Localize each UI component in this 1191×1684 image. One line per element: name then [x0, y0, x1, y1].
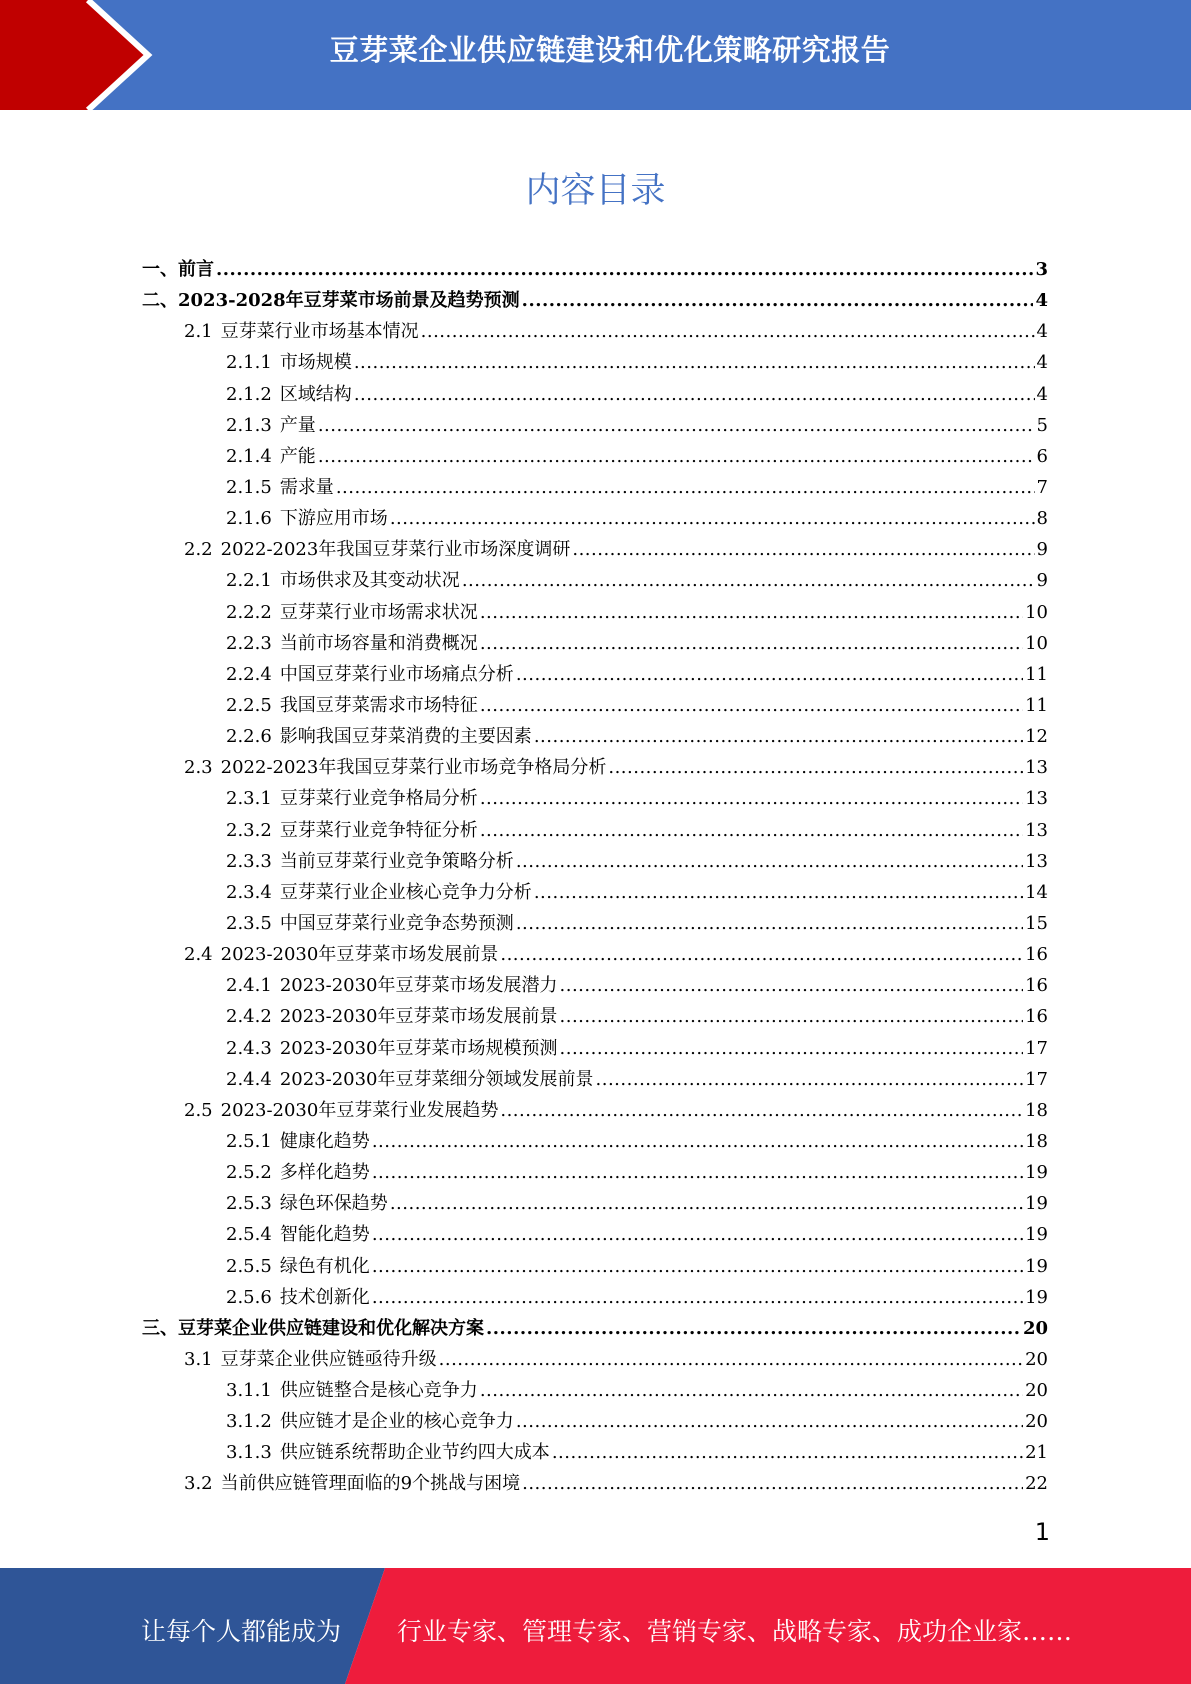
toc-dot-leader: [480, 815, 1023, 846]
toc-dot-leader: [516, 846, 1023, 877]
toc-entry-title: 三、豆芽菜企业供应链建设和优化解决方案: [142, 1317, 484, 1339]
toc-entry[interactable]: [142, 1033, 1048, 1064]
toc-entry[interactable]: [142, 1064, 1048, 1095]
toc-entry-title: 中国豆芽菜行业竞争态势预测: [279, 912, 514, 934]
toc-entry[interactable]: [142, 1313, 1048, 1344]
toc-dot-leader: [439, 1344, 1023, 1375]
toc-entry-page: 17: [1025, 1037, 1048, 1059]
toc-entry-page: 16: [1025, 975, 1048, 997]
toc-entry-title: 中国豆芽菜行业市场痛点分析: [279, 663, 514, 685]
toc-dot-leader: [462, 565, 1035, 596]
footer-slogan-right: 行业专家、管理专家、营销专家、战略专家、成功企业家……: [397, 1617, 1073, 1646]
toc-entry-title: 2023-2030年豆芽菜市场发展前景: [279, 1006, 558, 1028]
toc-entry-number: 2.3.2: [226, 819, 272, 841]
toc-entry-title: 市场规模: [279, 352, 352, 374]
toc-entry-title: 当前供应链管理面临的9个挑战与困境: [220, 1473, 521, 1495]
footer-slogan-left: 让每个人都能成为: [141, 1617, 342, 1646]
toc-entry-page: 20: [1025, 1380, 1048, 1402]
toc-entry[interactable]: [142, 1344, 1048, 1375]
toc-entry-page: 7: [1036, 476, 1048, 498]
toc-entry-title: 需求量: [279, 476, 334, 498]
toc-entry-page: 13: [1025, 819, 1048, 841]
toc-entry-page: 12: [1025, 726, 1048, 748]
toc-entry-page: 10: [1025, 601, 1048, 623]
page-number: 1: [1034, 1518, 1050, 1546]
toc-entry-number: 2.3: [184, 757, 213, 779]
toc-entry-title: 下游应用市场: [279, 508, 388, 530]
toc-dot-leader: [372, 1282, 1023, 1313]
toc-dot-leader: [372, 1126, 1023, 1157]
toc-entry[interactable]: [142, 316, 1048, 347]
toc-entry-title: 豆芽菜行业市场基本情况: [220, 321, 419, 343]
toc-dot-leader: [480, 597, 1023, 628]
toc-entry-page: 9: [1036, 570, 1048, 592]
toc-entry[interactable]: [142, 1126, 1048, 1157]
toc-entry[interactable]: [142, 1157, 1048, 1188]
toc-heading: 内容目录: [525, 171, 666, 211]
toc-entry-number: 2.4: [184, 944, 213, 966]
toc-entry[interactable]: [142, 783, 1048, 814]
toc-dot-leader: [596, 1064, 1024, 1095]
toc-entry[interactable]: [142, 410, 1048, 441]
toc-entry[interactable]: [142, 565, 1048, 596]
toc-entry-page: 21: [1025, 1442, 1048, 1464]
toc-entry-number: 3.1.2: [226, 1411, 272, 1433]
toc-entry-title: 产能: [279, 445, 316, 467]
toc-entry-title: 豆芽菜企业供应链亟待升级: [220, 1348, 437, 1370]
toc-entry[interactable]: [142, 472, 1048, 503]
toc-entry-page: 8: [1036, 508, 1048, 530]
toc-dot-leader: [522, 285, 1034, 316]
toc-dot-leader: [354, 379, 1035, 410]
toc-entry-number: 2.2.6: [226, 726, 272, 748]
toc-dot-leader: [516, 659, 1023, 690]
toc-entry-number: 2.1: [184, 321, 213, 343]
toc-entry-page: 4: [1035, 290, 1048, 312]
toc-entry-page: 4: [1036, 321, 1048, 343]
toc-entry-title: 豆芽菜行业竞争特征分析: [279, 819, 478, 841]
toc-entry[interactable]: [142, 534, 1048, 565]
toc-entry-title: 健康化趋势: [279, 1130, 370, 1152]
toc-dot-leader: [372, 1219, 1023, 1250]
header-chevron-graphic: [0, 0, 160, 110]
toc-entry-title: 我国豆芽菜需求市场特征: [279, 694, 478, 716]
toc-dot-leader: [372, 1251, 1023, 1282]
toc-entry-page: 11: [1025, 663, 1048, 685]
toc-dot-leader: [318, 410, 1035, 441]
toc-entry-number: 2.2.1: [226, 570, 272, 592]
toc-entry[interactable]: [142, 970, 1048, 1001]
toc-dot-leader: [336, 472, 1035, 503]
toc-entry-title: 供应链才是企业的核心竞争力: [279, 1411, 514, 1433]
toc-entry-title: 2023-2030年豆芽菜行业发展趋势: [220, 1099, 499, 1121]
toc-entry-page: 4: [1036, 383, 1048, 405]
toc-entry[interactable]: [142, 877, 1048, 908]
toc-entry-page: 11: [1025, 694, 1048, 716]
toc-entry-number: 2.2.5: [226, 694, 272, 716]
toc-entry-title: 一、前言: [142, 259, 214, 280]
toc-entry-title: 豆芽菜行业企业核心竞争力分析: [279, 881, 532, 903]
toc-entry[interactable]: [142, 1406, 1048, 1437]
toc-dot-leader: [560, 970, 1024, 1001]
toc-dot-leader: [354, 347, 1035, 378]
toc-entry-number: 2.5.3: [226, 1193, 272, 1215]
toc-entry-page: 6: [1036, 445, 1048, 467]
toc-entry-page: 19: [1025, 1286, 1048, 1308]
toc-entry-page: 19: [1025, 1255, 1048, 1277]
toc-entry-number: 2.5.1: [226, 1130, 272, 1152]
toc-entry-title: 区域结构: [279, 383, 352, 405]
toc-entry-number: 2.2.3: [226, 632, 272, 654]
toc-dot-leader: [560, 1033, 1024, 1064]
toc-entry-number: 2.1.6: [226, 508, 272, 530]
toc-entry-title: 多样化趋势: [279, 1162, 370, 1184]
toc-entry[interactable]: [142, 347, 1048, 378]
toc-entry[interactable]: [142, 690, 1048, 721]
toc-entry-number: 2.4.4: [226, 1068, 272, 1090]
toc-entry-number: 2.1.5: [226, 476, 272, 498]
toc-entry-page: 14: [1025, 881, 1048, 903]
toc-entry-page: 13: [1025, 788, 1048, 810]
toc-entry-number: 2.5.6: [226, 1286, 272, 1308]
toc-entry-number: 2.5.5: [226, 1255, 272, 1277]
toc-entry-number: 2.1.1: [226, 352, 272, 374]
toc-entry-title: 绿色环保趋势: [279, 1193, 388, 1215]
toc-entry[interactable]: [142, 379, 1048, 410]
toc-entry-page: 13: [1025, 757, 1048, 779]
toc-entry[interactable]: [142, 659, 1048, 690]
toc-entry-title: 2022-2023年我国豆芽菜行业市场深度调研: [220, 539, 571, 561]
toc-entry-number: 2.2.2: [226, 601, 272, 623]
toc-dot-leader: [390, 1188, 1023, 1219]
toc-entry-page: 20: [1022, 1317, 1048, 1339]
toc-entry-page: 19: [1025, 1162, 1048, 1184]
toc-entry-number: 2.4.1: [226, 975, 272, 997]
toc-entry-title: 2023-2030年豆芽菜市场发展潜力: [279, 975, 558, 997]
toc-dot-leader: [421, 316, 1035, 347]
toc-entry-number: 3.1.1: [226, 1380, 272, 1402]
toc-entry-page: 22: [1025, 1473, 1048, 1495]
toc-dot-leader: [480, 690, 1023, 721]
toc-entry[interactable]: [142, 721, 1048, 752]
toc-entry-page: 5: [1036, 414, 1048, 436]
toc-entry[interactable]: [142, 908, 1048, 939]
toc-entry-number: 2.3.4: [226, 881, 272, 903]
toc-entry[interactable]: [142, 503, 1048, 534]
toc-entry[interactable]: [142, 939, 1048, 970]
toc-dot-leader: [216, 254, 1033, 285]
toc-dot-leader: [608, 752, 1023, 783]
toc-entry-page: 16: [1025, 1006, 1048, 1028]
toc-entry-page: 18: [1025, 1099, 1048, 1121]
toc-entry-page: 16: [1025, 944, 1048, 966]
toc-dot-leader: [480, 1375, 1023, 1406]
toc-entry-number: 3.1.3: [226, 1442, 272, 1464]
toc-entry-title: 当前豆芽菜行业竞争策略分析: [279, 850, 514, 872]
toc-entry-title: 2022-2023年我国豆芽菜行业市场竞争格局分析: [220, 757, 607, 779]
toc-dot-leader: [500, 939, 1023, 970]
toc-entry-page: 4: [1036, 352, 1048, 374]
toc-entry-title: 绿色有机化: [279, 1255, 370, 1277]
toc-dot-leader: [522, 1468, 1023, 1499]
toc-entry[interactable]: [142, 285, 1048, 316]
toc-entry-page: 17: [1025, 1068, 1048, 1090]
toc-entry[interactable]: [142, 1375, 1048, 1406]
toc-entry-number: 2.1.3: [226, 414, 272, 436]
toc-entry-title: 2023-2030年豆芽菜市场规模预测: [279, 1037, 558, 1059]
toc-entry-number: 2.4.3: [226, 1037, 272, 1059]
toc-entry-title: 供应链系统帮助企业节约四大成本: [279, 1442, 550, 1464]
toc-entry-page: 19: [1025, 1224, 1048, 1246]
toc-entry-number: 2.5: [184, 1099, 213, 1121]
toc-entry-title: 2023-2030年豆芽菜市场发展前景: [220, 944, 499, 966]
toc-entry[interactable]: [142, 1282, 1048, 1313]
toc-entry-title: 智能化趋势: [279, 1224, 370, 1246]
toc-entry[interactable]: [142, 752, 1048, 783]
toc-entry-number: 2.1.2: [226, 383, 272, 405]
toc-entry-title: 当前市场容量和消费概况: [279, 632, 478, 654]
toc-dot-leader: [516, 1406, 1023, 1437]
toc-entry-page: 9: [1036, 539, 1048, 561]
toc-entry-title: 影响我国豆芽菜消费的主要因素: [279, 726, 532, 748]
toc-entry-page: 19: [1025, 1193, 1048, 1215]
toc-entry-number: 2.3.5: [226, 912, 272, 934]
toc-entry[interactable]: [142, 1437, 1048, 1468]
toc-entry[interactable]: [142, 846, 1048, 877]
toc-entry-number: 2.4.2: [226, 1006, 272, 1028]
table-of-contents: [142, 254, 1048, 1500]
toc-entry[interactable]: [142, 815, 1048, 846]
toc-entry[interactable]: [142, 1095, 1048, 1126]
toc-entry-title: 供应链整合是核心竞争力: [279, 1380, 478, 1402]
toc-entry-title: 二、2023-2028年豆芽菜市场前景及趋势预测: [142, 290, 520, 312]
toc-entry-number: 2.3.3: [226, 850, 272, 872]
toc-entry[interactable]: [142, 597, 1048, 628]
toc-entry[interactable]: [142, 1251, 1048, 1282]
toc-dot-leader: [372, 1157, 1023, 1188]
toc-entry-title: 豆芽菜行业竞争格局分析: [279, 788, 478, 810]
toc-dot-leader: [534, 721, 1023, 752]
toc-dot-leader: [480, 783, 1023, 814]
toc-dot-leader: [516, 908, 1023, 939]
toc-entry-number: 2.1.4: [226, 445, 272, 467]
toc-entry-page: 20: [1025, 1411, 1048, 1433]
toc-entry[interactable]: [142, 1188, 1048, 1219]
header-band: [0, 0, 1191, 110]
toc-entry[interactable]: [142, 1219, 1048, 1250]
toc-dot-leader: [560, 1001, 1024, 1032]
toc-dot-leader: [552, 1437, 1023, 1468]
toc-dot-leader: [534, 877, 1023, 908]
toc-entry-page: 20: [1025, 1348, 1048, 1370]
toc-entry-title: 产量: [279, 414, 316, 436]
toc-entry[interactable]: [142, 1001, 1048, 1032]
report-title: 豆芽菜企业供应链建设和优化策略研究报告: [329, 33, 891, 67]
toc-entry[interactable]: [142, 254, 1048, 285]
toc-entry-title: 豆芽菜行业市场需求状况: [279, 601, 478, 623]
toc-dot-leader: [486, 1313, 1021, 1344]
toc-entry-number: 2.5.2: [226, 1162, 272, 1184]
toc-entry-page: 3: [1035, 259, 1048, 280]
toc-dot-leader: [318, 441, 1035, 472]
toc-entry-page: 10: [1025, 632, 1048, 654]
toc-entry[interactable]: [142, 441, 1048, 472]
toc-entry-page: 13: [1025, 850, 1048, 872]
toc-dot-leader: [572, 534, 1034, 565]
toc-entry[interactable]: [142, 1468, 1048, 1499]
toc-entry[interactable]: [142, 628, 1048, 659]
toc-entry-number: 3.2: [184, 1473, 213, 1495]
toc-entry-page: 15: [1025, 912, 1048, 934]
toc-entry-title: 技术创新化: [279, 1286, 370, 1308]
toc-entry-number: 2.5.4: [226, 1224, 272, 1246]
toc-dot-leader: [500, 1095, 1023, 1126]
toc-dot-leader: [480, 628, 1023, 659]
toc-entry-page: 18: [1025, 1130, 1048, 1152]
toc-entry-number: 2.3.1: [226, 788, 272, 810]
toc-entry-number: 2.2: [184, 539, 213, 561]
toc-entry-title: 2023-2030年豆芽菜细分领域发展前景: [279, 1068, 594, 1090]
toc-dot-leader: [390, 503, 1035, 534]
toc-entry-number: 3.1: [184, 1348, 213, 1370]
toc-entry-title: 市场供求及其变动状况: [279, 570, 460, 592]
toc-entry-number: 2.2.4: [226, 663, 272, 685]
